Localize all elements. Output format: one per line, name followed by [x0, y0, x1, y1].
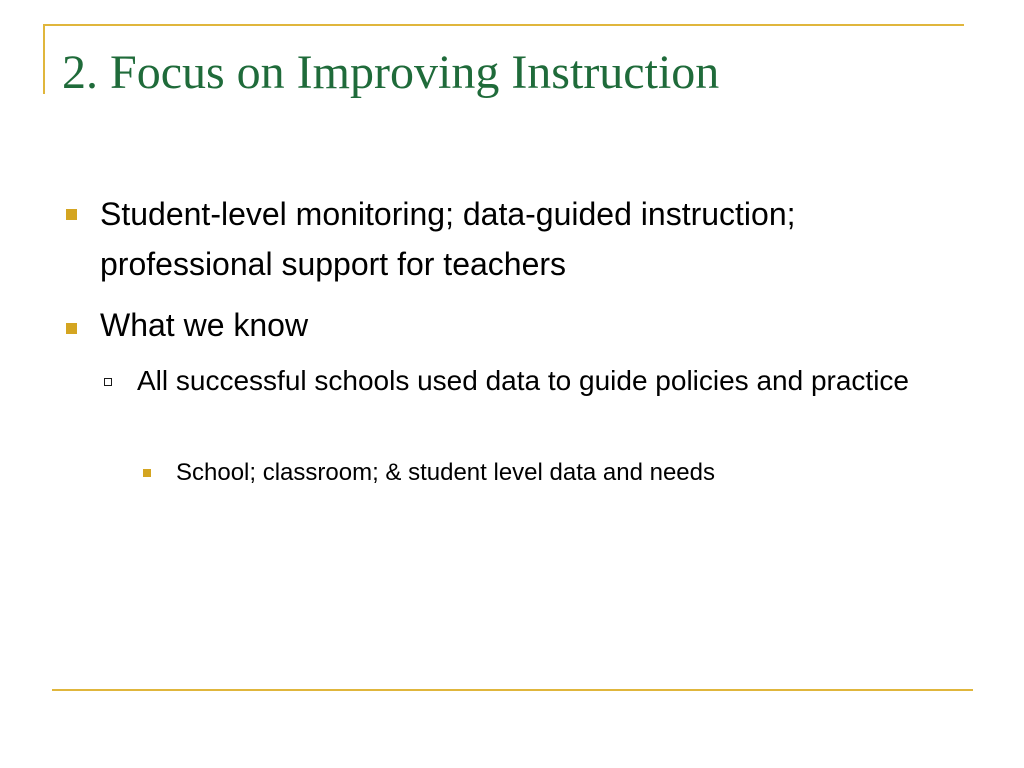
- bottom-rule: [52, 689, 973, 691]
- square-bullet-icon: [66, 209, 77, 220]
- bullet-text-1: Student-level monitoring; data-guided instruction; professional support for teachers: [100, 196, 796, 282]
- square-bullet-icon: [66, 323, 77, 334]
- left-rule: [43, 24, 45, 94]
- bullet-text-2: What we know: [100, 307, 309, 343]
- hollow-square-bullet-icon: [104, 378, 112, 386]
- top-rule: [43, 24, 964, 26]
- slide-title: 2. Focus on Improving Instruction: [62, 46, 720, 99]
- sub-sub-bullet-text-1: School; classroom; & student level data and needs: [176, 459, 715, 486]
- sub-bullet-text-1: All successful schools used data to guide policies and practice: [137, 365, 909, 396]
- square-bullet-icon: [143, 469, 151, 477]
